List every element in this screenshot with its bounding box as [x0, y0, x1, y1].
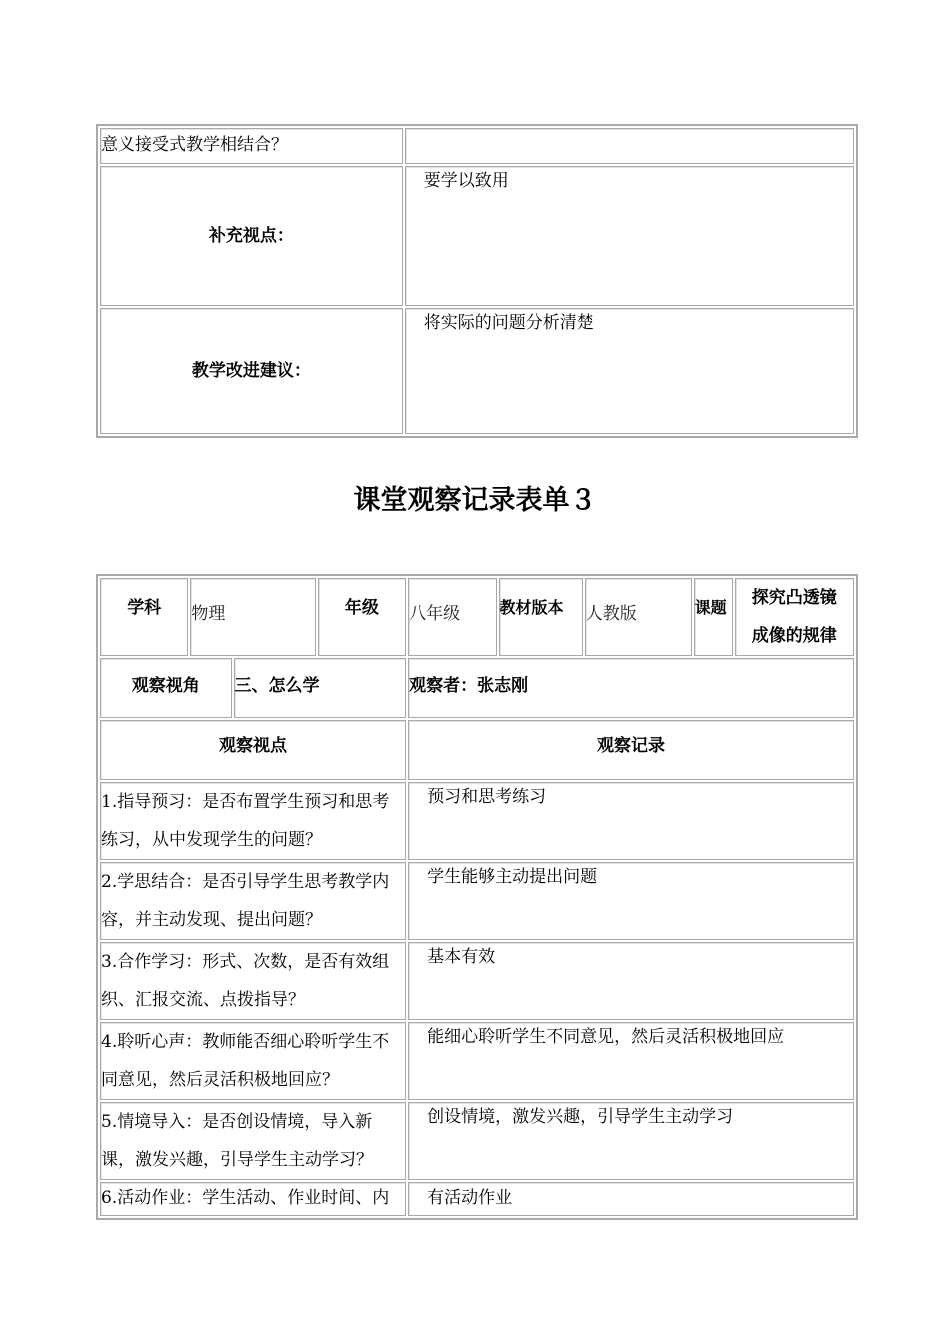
observation-table-continued [96, 124, 858, 438]
subject-value: 物理 [190, 578, 315, 656]
table-row-point: 3.合作学习：形式、次数，是否有效组织、汇报交流、点拨指导？ [100, 942, 406, 1020]
table-row-point: 6.活动作业：学生活动、作业时间、内 [100, 1182, 406, 1216]
edition-value: 人教版 [585, 578, 692, 656]
table-row-point: 4.聆听心声：教师能否细心聆听学生不同意见，然后灵活积极地回应？ [100, 1022, 406, 1100]
table-row-point: 2.学思结合：是否引导学生思考教学内容，并主动发现、提出问题？ [100, 862, 406, 940]
column-header-record: 观察记录 [408, 720, 854, 780]
edition-label: 教材版本 [499, 578, 583, 656]
subject-label: 学科 [100, 578, 188, 656]
grade-label: 年级 [318, 578, 406, 656]
table-row-record: 预习和思考练习 [408, 782, 854, 860]
table-row-record: 能细心聆听学生不同意见，然后灵活积极地回应 [408, 1022, 854, 1100]
observation-record-table [96, 574, 858, 1220]
table-row-record: 有活动作业 [408, 1182, 854, 1216]
row1-right-cell [405, 128, 854, 164]
table-row-point: 5.情境导入：是否创设情境，导入新课，激发兴趣，引导学生主动学习？ [100, 1102, 406, 1180]
supplement-label: 补充视点： [100, 166, 403, 306]
row1-left-cell: 意义接受式教学相结合？ [100, 128, 403, 164]
table-row-record: 创设情境，激发兴趣，引导学生主动学习 [408, 1102, 854, 1180]
improvement-label: 教学改进建议： [100, 308, 403, 434]
angle-value: 三、怎么学 [234, 658, 407, 718]
page-title: 课堂观察记录表单３ [353, 485, 597, 516]
angle-label: 观察视角 [100, 658, 232, 718]
supplement-value: 要学以致用 [405, 166, 854, 306]
grade-value: 八年级 [408, 578, 496, 656]
observer-name: 观察者：张志刚 [408, 658, 854, 718]
improvement-value: 将实际的问题分析清楚 [405, 308, 854, 434]
column-header-point: 观察视点 [100, 720, 406, 780]
table-row-record: 学生能够主动提出问题 [408, 862, 854, 940]
topic-value: 探究凸透镜成像的规律 [735, 578, 854, 656]
topic-label: 课题 [694, 578, 733, 656]
table-row-point: 1.指导预习：是否布置学生预习和思考练习，从中发现学生的问题？ [100, 782, 406, 860]
table-row-record: 基本有效 [408, 942, 854, 1020]
